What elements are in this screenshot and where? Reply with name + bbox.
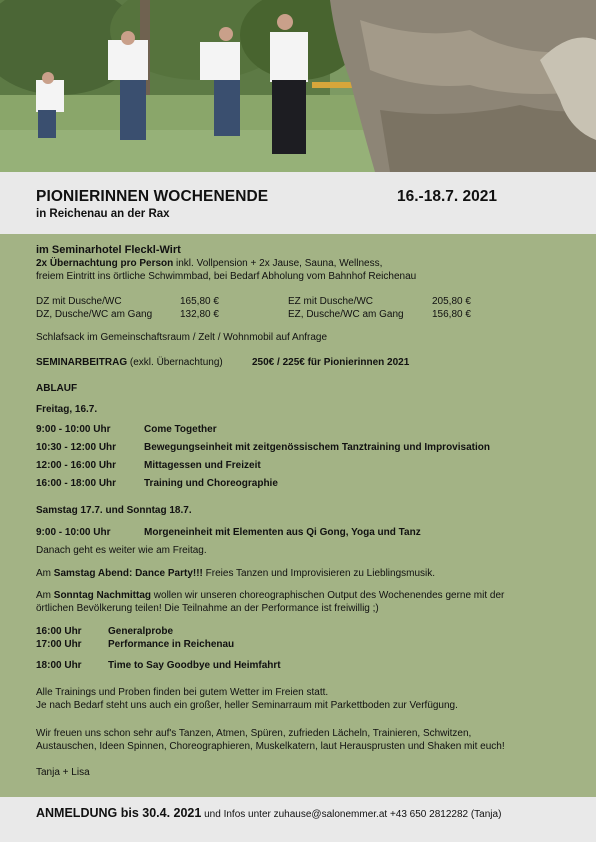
seminar-fee (36, 356, 223, 369)
registration-deadline: ANMELDUNG bis 30.4. 2021 (36, 806, 202, 820)
sleeping-note: Schlafsack im Gemeinschaftsraum / Zelt / Wohnmobil auf Anfrage (36, 332, 328, 343)
schedule-activity: Generalprobe (108, 626, 174, 637)
price-room: DZ, Dusche/WC am Gang (36, 309, 153, 320)
schedule-activity: Bewegungseinheit mit zeitgenössischem Tanztraining und Improvisation (144, 442, 490, 453)
sunday-bold: Sonntag Nachmittag (53, 590, 152, 601)
price-value: 205,80 € (432, 296, 471, 307)
price-room: EZ, Dusche/WC am Gang (288, 309, 404, 320)
saturday-bold: Samstag Abend: Dance Party!!! (53, 568, 203, 579)
schedule-activity: Come Together (144, 424, 217, 435)
saturday-lead: Am (36, 568, 54, 579)
overnight-bold: 2x Übernachtung pro Person (36, 258, 174, 269)
schedule-time: 18:00 Uhr (36, 660, 82, 671)
photo-dancers-in-park (0, 0, 596, 172)
weekend-heading: Samstag 17.7. und Sonntag 18.7. (36, 505, 192, 516)
price-value: 156,80 € (432, 309, 471, 320)
overnight-line (36, 257, 382, 270)
schedule-activity: Morgeneinheit mit Elementen aus Qi Gong, Yoga und Tanz (144, 527, 421, 538)
event-date: 16.-18.7. 2021 (397, 188, 497, 205)
price-value: 165,80 € (180, 296, 219, 307)
venue-extras: freiem Eintritt ins örtliche Schwimmbad, bei Bedarf Abholung vom Bahnhof Reichenau (36, 271, 417, 282)
closing-text-2: Austauschen, Ideen Spinnen, Choreographieren, Muskelkatern, laut Herausprusten und Shaken mit euch! (36, 741, 505, 752)
schedule-time: 12:00 - 16:00 Uhr (36, 460, 117, 471)
schedule-time: 17:00 Uhr (36, 639, 82, 650)
schedule-activity: Training und Choreographie (144, 478, 278, 489)
schedule-activity: Performance in Reichenau (108, 639, 235, 650)
event-location: in Reichenau an der Rax (36, 208, 170, 220)
indoor-note: Je nach Bedarf steht uns auch ein großer, heller Seminarraum mit Parkettboden zur Verfügung. (36, 700, 458, 711)
sunday-afternoon (36, 589, 504, 602)
price-value: 132,80 € (180, 309, 219, 320)
registration-line (36, 806, 501, 820)
saturday-evening (36, 567, 435, 580)
schedule-time: 16:00 - 18:00 Uhr (36, 478, 117, 489)
schedule-time: 9:00 - 10:00 Uhr (36, 424, 111, 435)
sunday-afternoon-line2: örtlichen Bevölkerung teilen! Die Teilnahme an der Performance ist freiwillig ;) (36, 603, 379, 614)
weekend-after: Danach geht es weiter wie am Freitag. (36, 545, 207, 556)
outdoor-note: Alle Trainings und Proben finden bei gutem Wetter im Freien statt. (36, 687, 329, 698)
venue-name: im Seminarhotel Fleckl-Wirt (36, 244, 181, 256)
saturday-rest: Freies Tanzen und Improvisieren zu Lieblingsmusik. (202, 568, 436, 579)
event-title: PIONIERINNEN WOCHENENDE (36, 188, 269, 205)
schedule-time: 10:30 - 12:00 Uhr (36, 442, 117, 453)
fee-amount: 250€ / 225€ für Pionierinnen 2021 (252, 357, 410, 368)
fee-note: (exkl. Übernachtung) (127, 357, 223, 368)
contact-info: und Infos unter zuhause@salonemmer.at +43 650 2812282 (Tanja) (201, 809, 502, 820)
sunday-lead: Am (36, 590, 54, 601)
overnight-rest: inkl. Vollpension + 2x Jause, Sauna, Wellness, (173, 258, 383, 269)
schedule-heading: ABLAUF (36, 383, 78, 394)
header-photo (0, 0, 596, 172)
schedule-time: 9:00 - 10:00 Uhr (36, 527, 111, 538)
schedule-time: 16:00 Uhr (36, 626, 82, 637)
fee-label: SEMINARBEITRAG (36, 357, 128, 368)
price-room: EZ mit Dusche/WC (288, 296, 374, 307)
schedule-activity: Time to Say Goodbye und Heimfahrt (108, 660, 281, 671)
sunday-rest: wollen wir unseren choreographischen Output des Wochenendes gerne mit der (151, 590, 505, 601)
signature: Tanja + Lisa (36, 767, 90, 778)
closing-text: Wir freuen uns schon sehr auf's Tanzen, Atmen, Spüren, zufrieden Lächeln, Trainieren, Schwitzen, (36, 728, 472, 739)
price-room: DZ mit Dusche/WC (36, 296, 122, 307)
friday-heading: Freitag, 16.7. (36, 404, 98, 415)
schedule-activity: Mittagessen und Freizeit (144, 460, 261, 471)
